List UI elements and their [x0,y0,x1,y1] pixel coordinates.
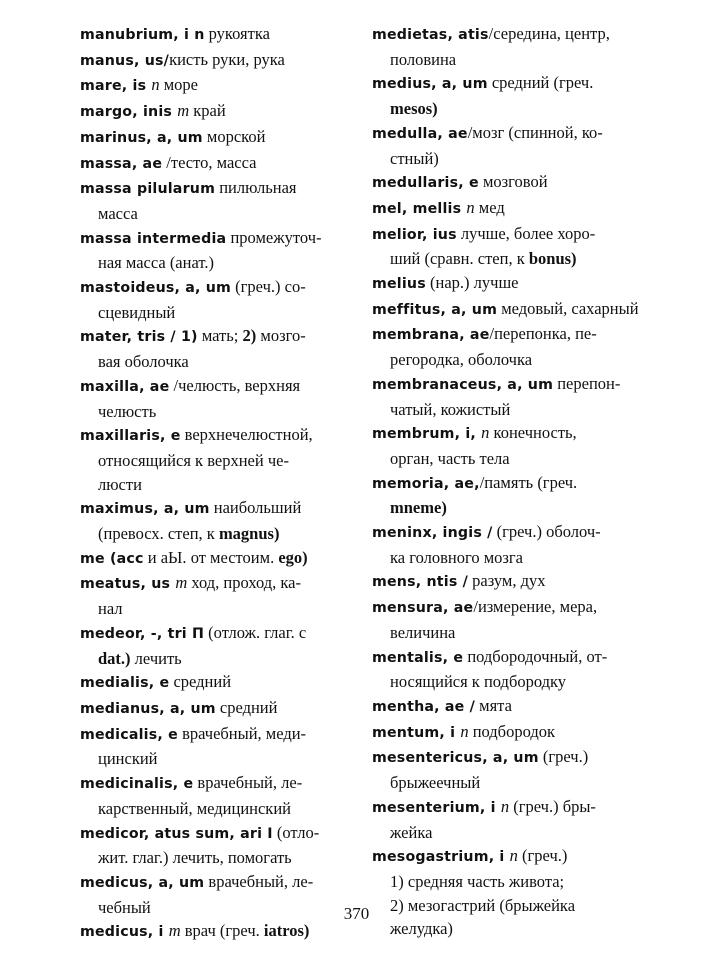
dictionary-entry [372,222,634,271]
left-column [80,22,350,945]
entry-line [372,271,634,297]
entry-line [80,99,350,125]
dictionary-entry [372,844,634,941]
entry-continuation [372,621,634,645]
dictionary-entry [80,176,350,225]
entry-continuation [80,522,350,546]
entry-text: рукоятка [204,24,270,43]
entry-text: вая оболочка [98,352,189,372]
headword: me (acc [80,550,144,567]
entry-continuation [372,348,634,372]
entry-text: лечить [130,648,182,668]
entry-continuation [372,447,634,471]
entry-line [372,844,634,870]
entry-text: подбородок [468,721,556,741]
entry-line [372,694,634,720]
entry-text: (отлож. глаг. с [204,622,307,642]
dictionary-entry [372,71,634,120]
entry-line [372,22,634,48]
headword: medicus, a, um [80,874,205,891]
headword: manubrium, i n [80,27,205,43]
headword: meffitus, a, um [372,301,498,318]
entry-text: n [500,796,510,816]
entry-text: /перепонка, пе- [489,324,597,344]
entry-line [80,48,350,74]
headword: mastoideus, a, um [80,280,232,297]
dictionary-entry [80,821,350,870]
entry-continuation [372,670,634,694]
dictionary-entry [80,48,350,74]
entry-text: перепон- [553,373,621,393]
dictionary-entry [80,423,350,496]
dictionary-entry [372,297,639,323]
entry-continuation [80,473,350,497]
entry-continuation [372,821,634,845]
dictionary-entry [80,226,350,275]
entry-text: цинский [98,749,158,769]
entry-continuation [372,546,634,570]
entry-continuation [372,496,634,520]
entry-continuation [372,870,634,894]
entry-line [80,821,350,847]
headword: margo, inis [80,104,178,121]
headword: maxilla, ae [80,378,170,395]
dictionary-entry [372,595,634,644]
entry-line [80,571,350,597]
entry-text: средний [215,697,278,717]
entry-text: mneme) [390,498,447,518]
headword: medeor, -, tri П [80,625,205,642]
entry-line [372,520,634,546]
headword: membrana, ae [372,327,490,344]
entry-text: врачебный, ле- [204,871,314,891]
headword: medianus, a, um [80,700,216,717]
entry-text: врачебный, ле- [193,773,303,793]
dictionary-entry [372,694,634,720]
entry-text: мозго- [256,326,306,346]
entry-text: ego) [278,547,308,567]
entry-line [372,595,634,621]
entry-line [80,226,350,252]
entry-line [80,870,350,896]
entry-line [80,670,350,696]
entry-line [372,71,634,97]
dictionary-entry [80,324,350,373]
entry-continuation [80,597,350,621]
entry-continuation [372,97,634,121]
dictionary-entry [80,496,350,545]
entry-text: люсти [98,474,142,494]
entry-text: конечность, [489,423,577,443]
entry-text: мед [474,197,505,217]
entry-text: нал [98,599,123,619]
headword: meatus, us [80,576,176,593]
entry-continuation [80,251,350,275]
entry-text: медовый, сахарный [497,298,639,318]
entry-text: (нар.) лучше [425,273,519,293]
entry-line [372,421,634,447]
entry-text: iatros) [263,921,310,941]
entry-text: m [175,573,188,593]
entry-text: орган, часть тела [390,448,510,468]
entry-text: чебный [98,897,151,917]
entry-text: подбородочный, от- [463,646,608,666]
entry-text: 2) [242,326,257,346]
entry-text: n [151,75,160,95]
entry-continuation [80,202,350,226]
headword: mensura, ae [372,600,474,617]
headword: massa intermedia [80,230,227,247]
headword: maximus, a, um [80,501,210,518]
entry-continuation [372,147,634,171]
entry-text: средний [169,672,232,692]
dictionary-entry [372,372,634,421]
headword: medicalis, e [80,726,178,743]
dictionary-entry [80,722,350,771]
entry-text: край [189,101,226,121]
entry-text: наибольший [209,498,302,518]
headword: mesentericus, a, um [372,750,539,767]
entry-text: верхнечелюстной, [180,425,313,445]
entry-continuation [372,48,634,72]
entry-text: ход, проход, ка- [187,573,301,593]
entry-continuation [372,398,634,422]
entry-text: кисть руки, рука [169,49,285,69]
entry-text: жейка [390,822,433,842]
entry-continuation [80,747,350,771]
dictionary-entry [372,569,634,595]
entry-text: величина [390,622,456,642]
dictionary-entry [80,99,350,125]
entry-text: чатый, кожистый [390,399,511,419]
entry-text: n [509,846,518,866]
dictionary-entry [372,720,634,746]
page-number: 370 [343,904,370,923]
headword: mare, is [80,78,152,95]
headword: medicor, atus sum, ari I [80,825,273,842]
entry-line [372,196,634,222]
entry-line [80,22,350,48]
entry-text: море [159,75,198,95]
entry-continuation [80,400,350,424]
entry-line [80,374,350,400]
dictionary-entry [80,546,350,572]
entry-text: n [460,721,469,741]
dictionary-entry [372,645,634,694]
entry-text: m [177,101,190,121]
entry-text: мята [475,695,512,715]
entry-text: n [466,197,475,217]
entry-text: сцевидный [98,302,176,322]
entry-text: bonus) [528,249,577,269]
dictionary-entry [372,421,634,470]
entry-line [80,125,350,151]
headword: medicinalis, e [80,776,194,793]
dictionary-entry [372,170,634,196]
headword: mentum, i [372,724,461,741]
entry-line [372,471,634,497]
headword: mentalis, e [372,649,464,666]
dictionary-entry [372,121,634,170]
entry-text: и [143,547,161,567]
entry-text: пилюльная [215,178,297,198]
entry-text: ка головного мозга [390,547,523,567]
entry-line [80,73,350,99]
entry-line [372,569,634,595]
entry-line [80,496,350,522]
entry-text: (греч.) со- [231,277,306,297]
entry-line [372,795,634,821]
headword: mesogastrium, i [372,849,510,866]
dictionary-entry [80,125,350,151]
headword: manus, us/ [80,52,170,69]
entry-line [80,324,350,350]
entry-text: относящийся к верхней че- [98,450,289,470]
dictionary-entry [372,745,634,794]
entry-text: половина [390,49,457,69]
headword: maxillaris, e [80,428,181,445]
entry-line [372,222,634,248]
headword: mater, tris / 1) [80,329,198,346]
entry-text: ший (сравн. степ, к [390,249,529,269]
entry-text: стный) [390,148,439,168]
headword: medicus, i [80,924,169,941]
entry-line [80,423,350,449]
dictionary-entry [80,22,350,48]
entry-text: (превосх. степ, к [98,524,219,544]
entry-text: (отло- [272,822,320,842]
entry-text: мозговой [478,172,548,192]
entry-text: n [481,423,490,443]
entry-text: m [168,921,181,941]
headword: medialis, e [80,675,170,692]
headword: medulla, ae [372,125,468,142]
entry-continuation [80,350,350,374]
entry-text: /измерение, мера, [473,597,598,617]
entry-text: ная масса (анат.) [98,253,214,273]
entry-text: морской [202,126,266,146]
entry-text: (греч.) [517,846,568,866]
headword: mel, mellis [372,200,467,217]
entry-text: мать; [197,326,243,346]
entry-text: (греч.) бры- [509,796,596,816]
entry-text: врачебный, меди- [177,723,307,743]
headword: meninx, ingis / [372,525,493,542]
entry-line [80,546,350,572]
dictionary-entry [372,196,634,222]
entry-continuation [80,449,350,473]
headword: medullaris, e [372,175,479,192]
headword: melius [372,276,426,293]
dictionary-entry [80,670,350,696]
entry-text: карственный, медицинский [98,798,291,818]
headword: medietas, atis [372,27,489,43]
dictionary-entry [372,795,634,844]
entry-text: dat.) [98,648,131,668]
entry-continuation [372,771,634,795]
dictionary-entry [372,471,634,520]
entry-text: /память (греч. [479,472,578,492]
entry-text: жит. глаг.) лечить, помогать [98,848,292,868]
entry-text: (греч.) [538,747,589,767]
headword: marinus, a, um [80,129,203,146]
entry-line [372,372,634,398]
entry-text: промежуточ- [226,227,322,247]
dictionary-entry [372,322,634,371]
entry-text: врач (греч. [180,921,264,941]
entry-text: /челюсть, верхняя [169,375,301,395]
entry-text: носящийся к подбородку [390,672,567,692]
entry-continuation [80,647,350,671]
entry-text: 1) средняя часть живота; [390,871,565,891]
entry-text: 2) мезогастрий (брыжейка [390,895,576,915]
dictionary-entry [80,771,350,820]
dictionary-entry [372,520,634,569]
entry-text: /середина, центр, [488,24,610,43]
dictionary-entry [80,275,350,324]
entry-text: масса [98,203,138,223]
entry-line [80,176,350,202]
dictionary-entry [80,73,350,99]
dictionary-entry [372,22,634,71]
entry-text: aЫ. [160,547,187,567]
entry-text: mesos) [390,99,438,119]
entry-text: средний (греч. [487,73,594,93]
entry-line [372,720,634,746]
entry-text: (греч.) оболоч- [492,522,601,542]
headword: massa pilularum [80,181,216,198]
headword: mesenterium, i [372,799,501,816]
right-column [372,22,639,941]
entry-line [80,621,350,647]
entry-line [80,151,350,177]
entry-continuation [80,301,350,325]
entry-text: регородка, оболочка [390,350,533,370]
headword: membrum, i, [372,426,482,443]
dictionary-entry [80,374,350,423]
entry-text: челюсть [98,401,157,421]
headword: medius, a, um [372,76,488,93]
entry-line [372,645,634,671]
entry-text: разум, дух [468,571,546,591]
headword: mens, ntis / [372,574,468,591]
entry-text: magnus) [218,524,280,544]
dictionary-entry [80,151,350,177]
entry-text: желудка) [390,919,453,939]
entry-continuation [80,846,350,870]
entry-line [372,745,634,771]
entry-line [80,275,350,301]
headword: mentha, ae / [372,698,476,715]
entry-continuation [80,797,350,821]
entry-continuation [372,247,634,271]
entry-text: /мозг (спинной, ко- [467,122,603,142]
entry-line [80,696,350,722]
headword: memoria, ae, [372,475,480,492]
dictionary-entry [80,621,350,670]
entry-line [80,722,350,748]
headword: massa, ae [80,155,163,172]
headword: membranaceus, a, um [372,376,554,393]
entry-line [372,322,634,348]
headword: melior, ius [372,226,457,243]
entry-text: от местоим. [186,547,279,567]
entry-line [372,297,639,323]
entry-text: лучше, более хоро- [456,223,596,243]
entry-text: брыжеечный [390,773,481,793]
dictionary-entry [372,271,634,297]
entry-line [372,170,634,196]
entry-text: /тесто, масса [162,152,257,172]
entry-line [80,771,350,797]
dictionary-entry [80,696,350,722]
entry-line [372,121,634,147]
dictionary-entry [80,571,350,620]
